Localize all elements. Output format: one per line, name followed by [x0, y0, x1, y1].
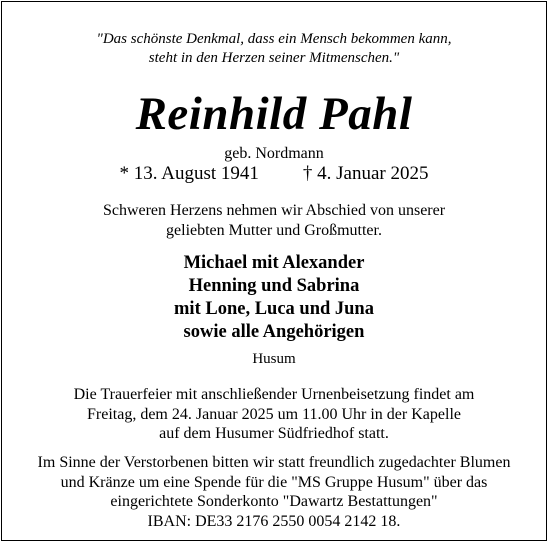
mourner-line: sowie alle Angehörigen — [183, 322, 365, 342]
donation-info — [2, 453, 546, 531]
obituary-notice — [1, 1, 547, 541]
maiden-name: geb. Nordmann — [224, 145, 324, 162]
donation-line: eingerichtete Sonderkonto "Dawartz Bestattungen" — [110, 493, 438, 510]
life-dates — [2, 162, 546, 186]
service-info — [2, 385, 546, 444]
mourners-list — [2, 252, 546, 344]
quote-line: steht in den Herzen seiner Mitmenschen." — [148, 50, 400, 66]
mourner-line: Michael mit Alexander — [183, 253, 365, 273]
donation-line: und Kränze um eine Spende für die "MS Gruppe Husum" über das — [60, 473, 488, 491]
place-name: Husum — [252, 351, 296, 367]
death-date: † 4. Januar 2025 — [302, 163, 429, 184]
quote-line: "Das schönste Denkmal, dass ein Mensch bekommen kann, — [96, 31, 452, 47]
donation-line: Im Sinne der Verstorbenen bitten wir statt freundlich zugedachter Blumen — [37, 454, 511, 471]
deceased-name: Reinhild Pahl — [135, 88, 413, 140]
memorial-quote — [2, 30, 546, 68]
iban-line: IBAN: DE33 2176 2550 0054 2142 18. — [147, 512, 401, 530]
service-line: Freitag, dem 24. Januar 2025 um 11.00 Uhr in der Kapelle — [87, 405, 461, 423]
mourner-line: Henning und Sabrina — [188, 276, 360, 296]
birth-date: * 13. August 1941 — [119, 163, 259, 184]
farewell-line: geliebten Mutter und Großmutter. — [166, 222, 382, 239]
farewell-line: Schweren Herzens nehmen wir Abschied von unserer — [102, 202, 446, 219]
farewell-text — [2, 201, 546, 241]
mourner-line: mit Lone, Luca und Juna — [174, 299, 374, 319]
service-line: auf dem Husumer Südfriedhof statt. — [159, 425, 389, 442]
service-line: Die Trauerfeier mit anschließender Urnenbeisetzung findet am — [73, 386, 475, 403]
